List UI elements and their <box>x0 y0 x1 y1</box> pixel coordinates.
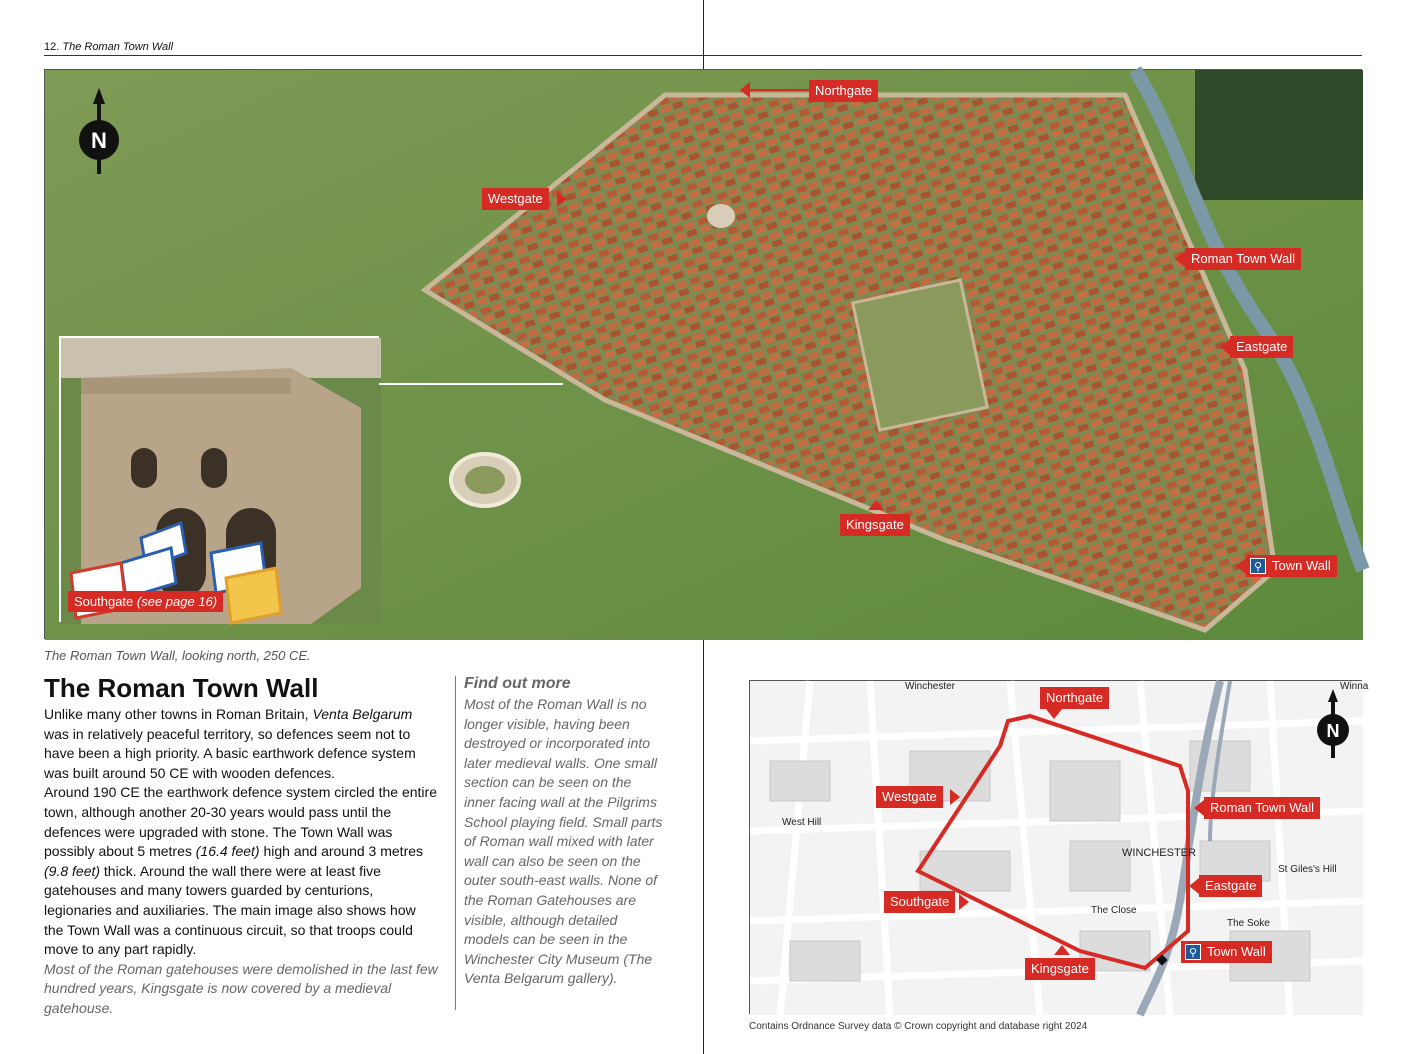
town-wall-text: Town Wall <box>1272 558 1331 573</box>
map-compass-letter: N <box>1326 721 1340 741</box>
map-label-kingsgate: Kingsgate <box>1025 958 1095 980</box>
map-place-west-hill: West Hill <box>782 817 822 828</box>
venta-belgarum-emphasis: Venta Belgarum <box>312 706 413 722</box>
map-place-winchester-top: Winchester <box>905 681 956 692</box>
northgate-leader <box>750 89 810 91</box>
westgate-pointer <box>557 191 567 207</box>
aerial-label-westgate: Westgate <box>482 188 549 210</box>
kingsgate-pointer <box>868 500 884 510</box>
aerial-label-town-wall <box>1246 555 1337 577</box>
southgate-gatehouse-illustration <box>61 338 381 624</box>
map-place-winchester: WINCHESTER <box>1122 847 1196 859</box>
aerial-label-northgate: Northgate <box>809 80 878 102</box>
map-copyright-credit: Contains Ordnance Survey data © Crown copyright and database right 2024 <box>749 1021 1088 1032</box>
article-title: The Roman Town Wall <box>44 673 319 703</box>
compass-letter: N <box>91 128 107 153</box>
map-westgate-pointer <box>950 789 960 805</box>
article-paragraph-3: Most of the Roman gatehouses were demolished in the last few hundred years, Kingsgate is now covered by a medieval gatehouse. <box>44 960 438 1016</box>
map-place-winnall: Winna <box>1340 681 1369 692</box>
find-out-more-text: Most of the Roman Wall is no longer visible, having been destroyed or incorporated into later medieval walls. One small section can be seen on the inner facing wall at the Pilgrims School playing field. Small parts of Roman wall mixed with later wall can also be seen on the outer south-east walls. None of the Roman Gatehouses are visible, although detailed models can be seen in the Winchester City Museum (The Venta Belgarum gallery). <box>464 696 663 987</box>
article-paragraph-1: Unlike many other towns in Roman Britain, Venta Belgarum was in relatively peaceful territory, so defences seem not to have been a high priority. A basic earthwork defence system was built around 50 CE with wooden defences. <box>44 706 416 781</box>
aerial-label-kingsgate: Kingsgate <box>840 514 910 536</box>
aerial-label-roman-town-wall: Roman Town Wall <box>1185 248 1301 270</box>
map-northgate-pointer <box>1046 709 1062 719</box>
southgate-inset-image <box>59 336 379 622</box>
find-out-more-title: Find out more <box>464 675 571 692</box>
map-label-southgate: Southgate <box>884 891 955 913</box>
figure-caption: The Roman Town Wall, looking north, 250 CE. <box>44 648 311 663</box>
map-label-town-wall <box>1181 941 1272 963</box>
map-place-st-giles-hill: St Giles's Hill <box>1278 864 1337 875</box>
map-label-roman-town-wall: Roman Town Wall <box>1204 797 1320 819</box>
inset-label-text: Southgate <box>74 594 134 609</box>
article-body <box>44 705 439 1019</box>
section-title: The Roman Town Wall <box>62 41 174 53</box>
inset-connector-line <box>379 383 563 385</box>
roman-wall-pointer <box>1175 251 1185 267</box>
map-label-northgate: Northgate <box>1040 687 1109 709</box>
north-arrow-icon <box>77 88 121 176</box>
map-label-westgate: Westgate <box>876 786 943 808</box>
aerial-label-eastgate: Eastgate <box>1230 336 1293 358</box>
map-eastgate-pointer <box>1189 878 1199 894</box>
map-magnifier-icon: ⚲ <box>1185 944 1201 960</box>
northgate-pointer <box>740 82 750 98</box>
header-rule <box>44 55 1362 56</box>
map-north-arrow-icon <box>1316 689 1350 759</box>
inset-page-ref: (see page 16) <box>136 594 218 609</box>
page-number: 12. <box>44 41 60 53</box>
map-kingsgate-pointer <box>1054 945 1070 955</box>
eastgate-pointer <box>1220 339 1230 355</box>
map-place-the-soke: The Soke <box>1227 918 1270 929</box>
map-roman-wall-pointer <box>1194 800 1204 816</box>
map-place-the-close: The Close <box>1091 905 1137 916</box>
town-wall-pointer <box>1236 558 1246 574</box>
map-town-wall-text: Town Wall <box>1207 944 1266 959</box>
article-paragraph-2: Around 190 CE the earthwork defence system circled the entire town, although another 20-30 years would pass until the defences were upgraded with stone. The Town Wall was possibly about 5 metres (16.4 feet) high and around 3 metres (9.8 feet) thick. Around the wall there were at least five gatehouses and many towers guarded by centurions, legionaries and auxiliaries. The main image also shows how the Town Wall was a continuous circuit, so that troops could move to any part rapidly. <box>44 784 437 958</box>
map-label-eastgate: Eastgate <box>1199 875 1262 897</box>
map-southgate-pointer <box>959 894 969 910</box>
find-out-more-rule <box>455 676 456 1010</box>
running-head <box>44 41 173 53</box>
magnifier-icon: ⚲ <box>1250 558 1266 574</box>
inset-label-southgate <box>68 591 223 612</box>
